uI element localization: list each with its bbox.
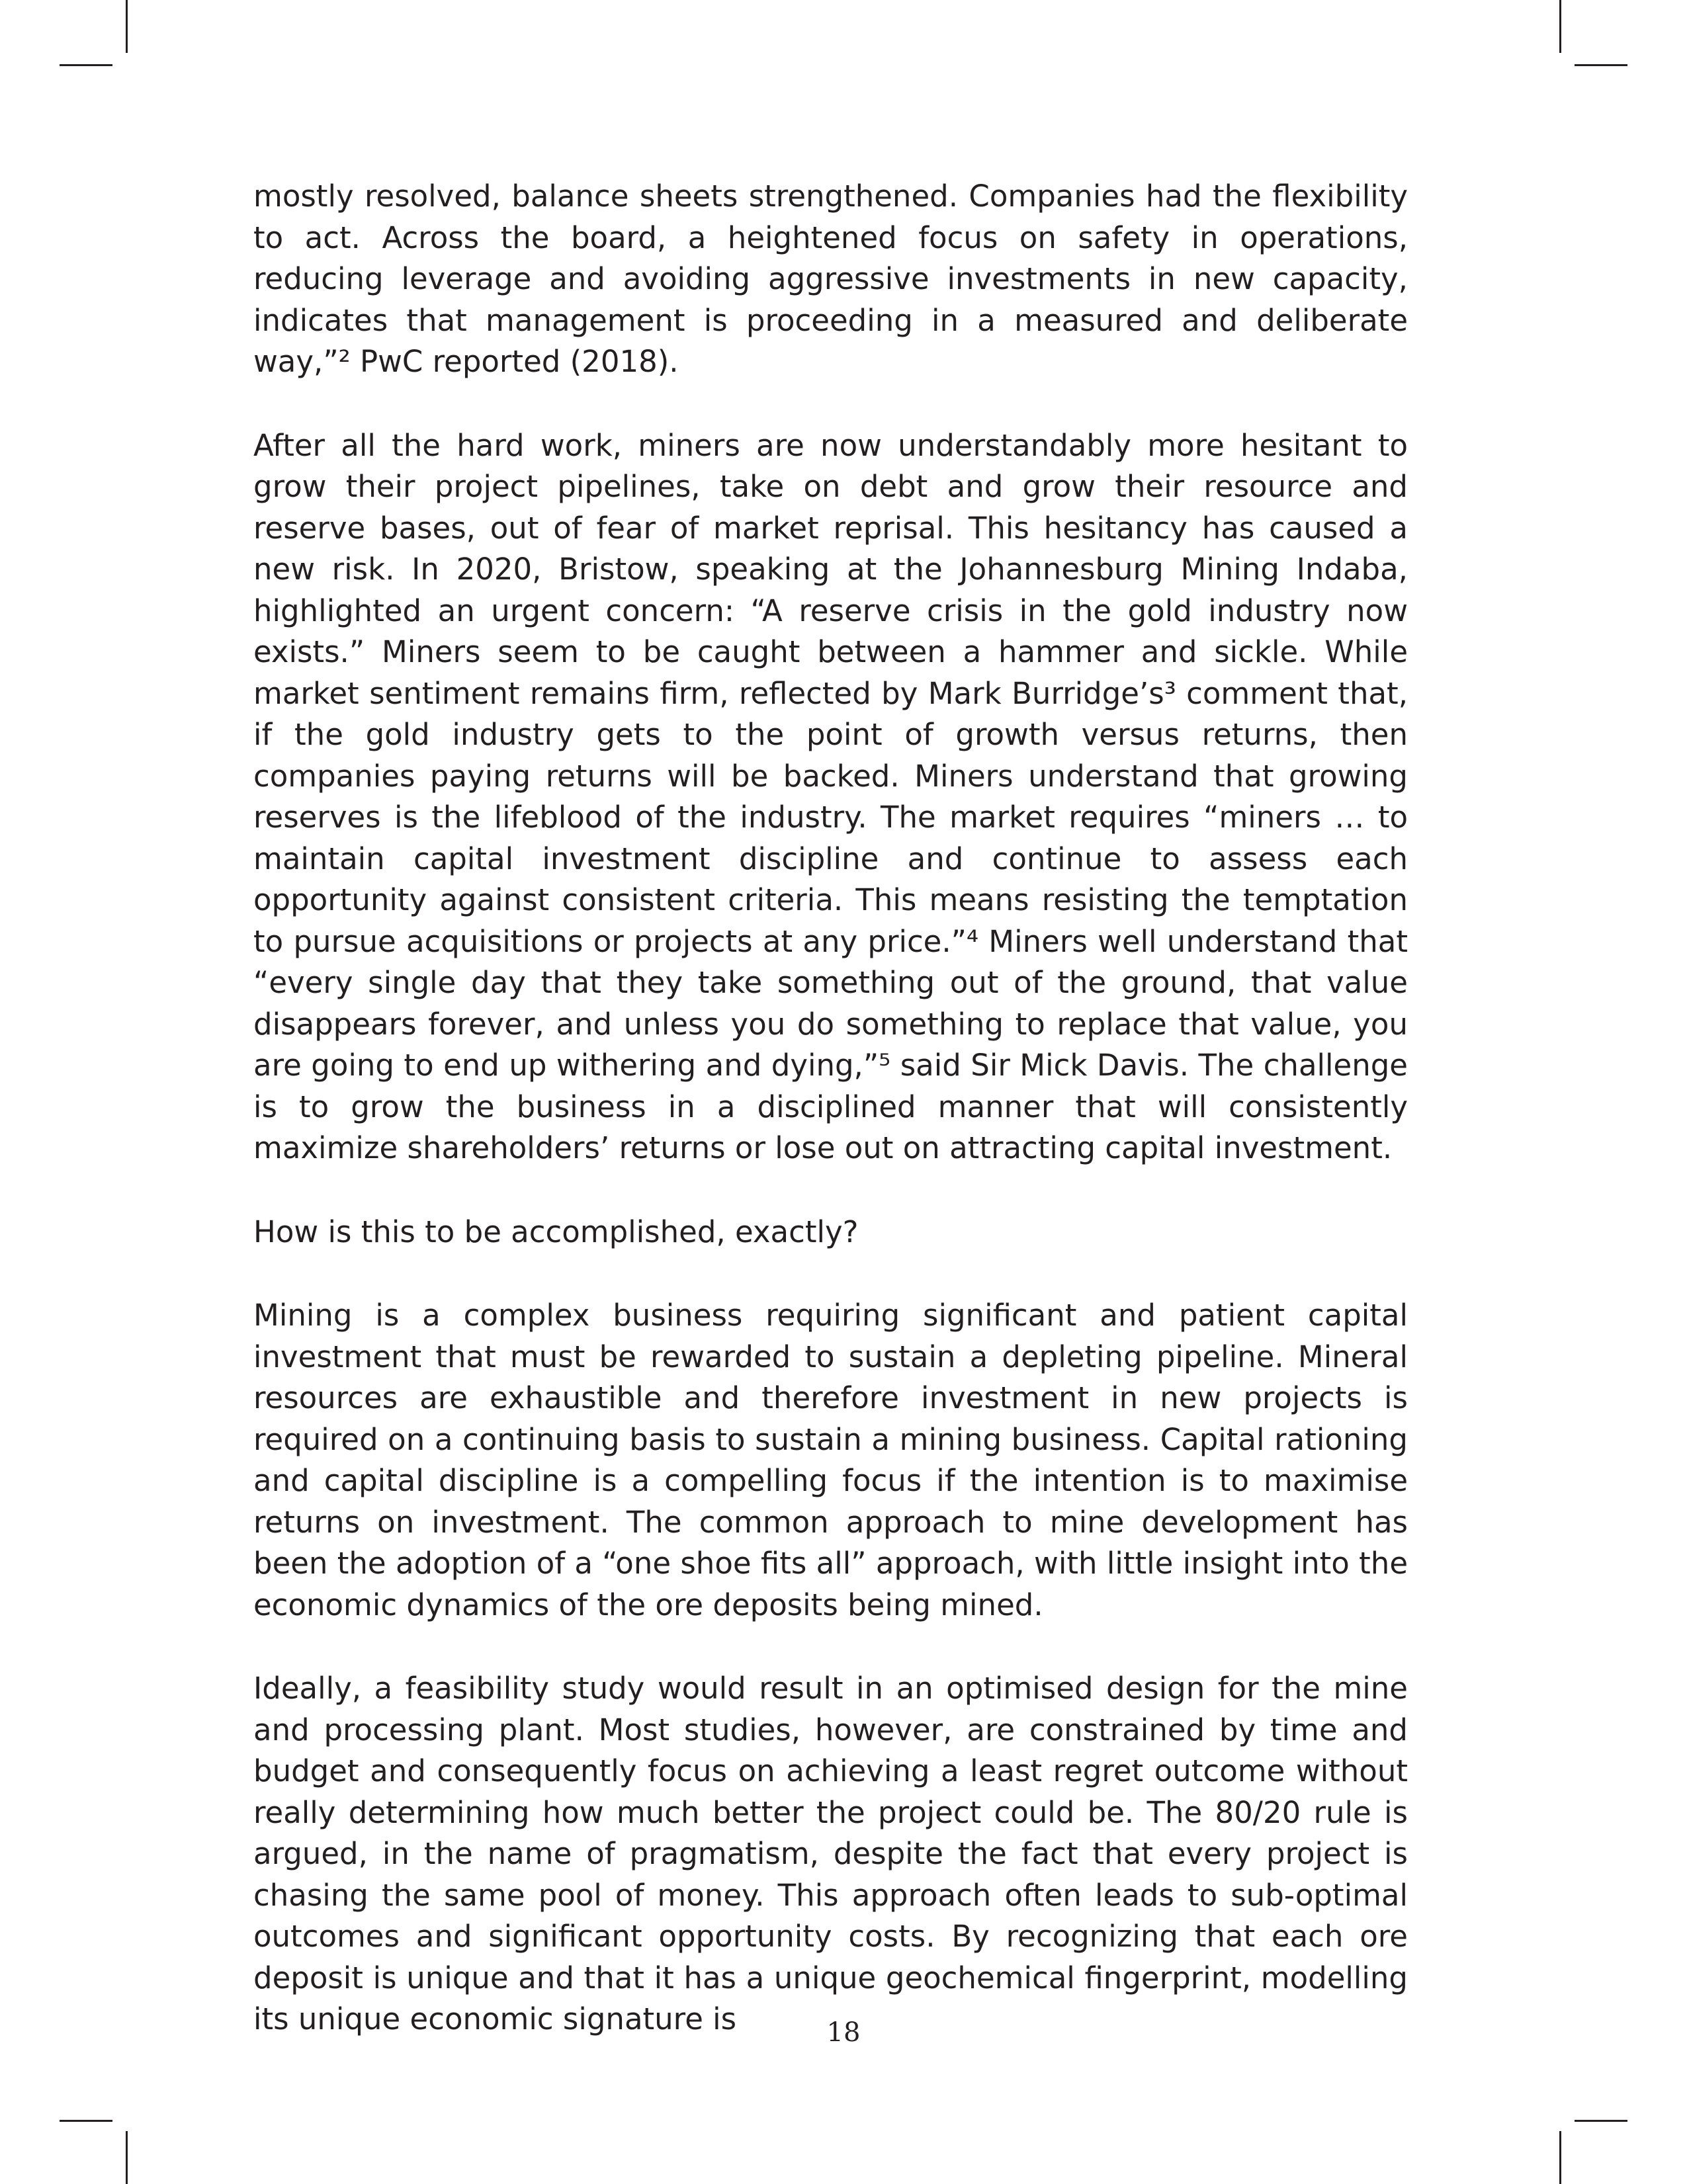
crop-mark-top-right-horizontal [1575,64,1627,66]
paragraph-1: mostly resolved, balance sheets strengthened. Companies had the flexibility to act. Across the board, a heightened focus on safety in operations, reducing leverage and avoiding aggressive investments in new capacity, indicates that management is proceeding in a measured and deliberate way,”² PwC reported (2018). [253,179,1408,379]
crop-mark-bottom-left-vertical [126,2131,128,2184]
crop-mark-bottom-left-horizontal [60,2120,112,2122]
paragraph-5: Ideally, a feasibility study would result in an optimised design for the mine and processing plant. Most studies, however, are constrained by time and budget and consequently focus on achieving a least regret outcome without really determining how much better the project could be. The 80/20 rule is argued, in the name of pragmatism, despite the fact that every project is chasing the same pool of money. This approach often leads to sub-optimal outcomes and significant opportunity costs. By recognizing that each ore deposit is unique and that it has a unique geochemical fingerprint, modelling its unique economic signature is [253,1671,1408,2037]
crop-mark-top-right-vertical [1559,0,1561,53]
crop-mark-top-left-vertical [126,0,128,53]
body-text [253,176,1408,2040]
page-number: 18 [826,2017,861,2048]
paragraph-3: How is this to be accomplished, exactly? [253,1214,859,1249]
crop-mark-bottom-right-horizontal [1575,2120,1627,2122]
paragraph-2: After all the hard work, miners are now understandably more hesitant to grow their project pipelines, take on debt and grow their resource and reserve bases, out of fear of market reprisal. This hesitancy has caused a new risk. In 2020, Bristow, speaking at the Johannesburg Mining Indaba, highlighted an urgent concern: “A reserve crisis in the gold industry now exists.” Miners seem to be caught between a hammer and sickle. While market sentiment remains firm, reflected by Mark Burridge’s³ comment that, if the gold industry gets to the point of growth versus returns, then companies paying returns will be backed. Miners understand that growing reserves is the lifeblood of the industry. The market requires “miners … to maintain capital investment discipline and continue to assess each opportunity against consistent criteria. This means resisting the temptation to pursue acquisitions or projects at any price.”⁴ Miners well understand that “every single day that they take something out of the ground, that value disappears forever, and unless you do something to replace that value, you are going to end up withering and dying,”⁵ said Sir Mick Davis. The challenge is to grow the business in a disciplined manner that will consistently maximize shareholders’ returns or lose out on attracting capital investment. [253,427,1408,1165]
paragraph-4: Mining is a complex business requiring significant and patient capital investment that must be rewarded to sustain a depleting pipeline. Mineral resources are exhaustible and therefore investment in new projects is required on a continuing basis to sustain a mining business. Capital rationing and capital discipline is a compelling focus if the intention is to maximise returns on investment. The common approach to mine development has been the adoption of a “one shoe fits all” approach, with little insight into the economic dynamics of the ore deposits being mined. [253,1298,1408,1622]
crop-mark-top-left-horizontal [60,64,112,66]
crop-mark-bottom-right-vertical [1559,2131,1561,2184]
